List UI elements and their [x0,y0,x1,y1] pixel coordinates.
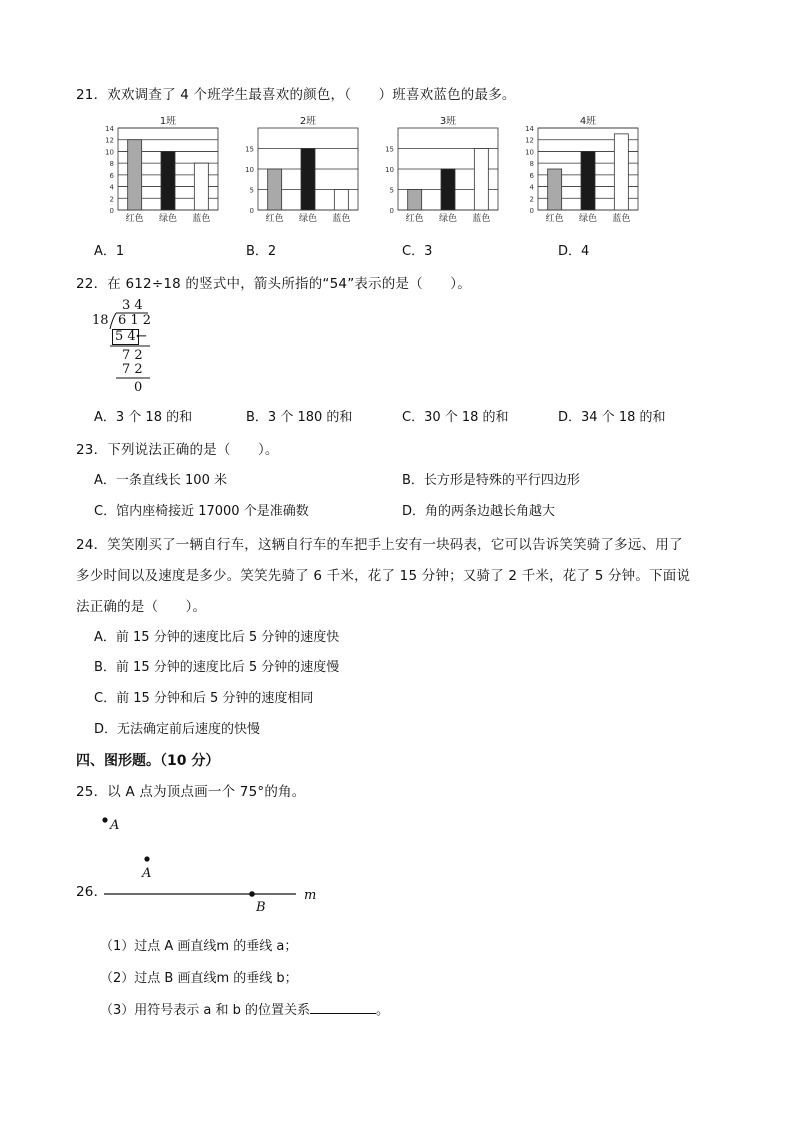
x-tick-label: 红色 [265,214,284,224]
y-tick-label: 0 [249,207,254,215]
q24-line-3: 法正确的是（ ）。 [76,599,207,615]
q21-option-b[interactable]: B．2 [246,244,277,259]
q25-point-a-label: A [110,818,120,833]
y-tick-label: 14 [525,125,534,133]
y-tick-label: 12 [525,136,534,145]
y-tick-label: 15 [245,145,254,154]
q26-sub-2: （2）过点 B 画直线m 的垂线 b； [100,971,298,986]
division-dividend: 6 1 2 [118,313,152,328]
y-tick-label: 5 [389,186,394,195]
q24-option-c[interactable]: C．前 15 分钟和后 5 分钟的速度相同 [94,691,314,706]
x-tick-label: 蓝色 [612,214,631,224]
x-tick-label: 蓝色 [332,214,351,224]
bar-2 [614,134,628,210]
section-4-heading: 四、图形题。（10 分） [76,753,220,769]
q26-label-m: m [304,888,317,903]
bar-chart-class-1 [96,116,256,228]
q22-option-a[interactable]: A．3 个 18 的和 [94,410,193,425]
x-tick-label: 蓝色 [472,214,491,224]
bar-chart-class-3 [376,116,536,228]
q21-option-a[interactable]: A．1 [94,244,125,259]
y-tick-label: 8 [109,160,114,169]
q22-option-d[interactable]: D．34 个 18 的和 [558,410,666,425]
bar-0 [128,140,142,210]
y-tick-label: 10 [105,148,114,157]
y-tick-label: 4 [109,183,114,192]
bar-2 [474,149,488,211]
y-tick-label: 0 [109,207,114,215]
division-remainder: 0 [134,380,143,395]
q26-sub-3: （3）用符号表示 a 和 b 的位置关系 [100,1003,311,1018]
q26-sub-3-end: 。 [376,1003,390,1018]
y-tick-label: 8 [529,160,534,169]
q26-sub-3-row [100,999,389,1018]
y-tick-label: 14 [105,125,114,133]
q26-point-b-dot [249,891,255,897]
q23-text: 23．下列说法正确的是（ ）。 [76,442,279,458]
y-tick-label: 0 [529,207,534,215]
y-tick-label: 10 [385,166,394,174]
q21-option-c[interactable]: C．3 [402,244,433,259]
q26-figure [100,852,320,912]
y-tick-label: 4 [529,183,534,192]
x-tick-label: 绿色 [438,214,458,224]
bar-chart-class-4 [516,116,676,228]
y-tick-label: 10 [245,166,254,174]
arrow-icon: ← [136,329,147,344]
x-tick-label: 绿色 [158,214,178,224]
chart-title: 4班 [579,116,597,127]
q26-sub-1: （1）过点 A 画直线m 的垂线 a； [100,939,298,954]
q21-text: 21．欢欢调查了 4 个班学生最喜欢的颜色，（ ）班喜欢蓝色的最多。 [76,87,516,103]
q22-option-c[interactable]: C．30 个 18 的和 [402,410,509,425]
q21-option-d[interactable]: D．4 [558,244,590,259]
bar-1 [301,149,315,211]
q22-option-b[interactable]: B．3 个 180 的和 [246,410,353,425]
x-tick-label: 红色 [405,214,424,224]
chart-title: 2班 [299,116,317,127]
x-tick-label: 蓝色 [192,214,211,224]
chart-title: 3班 [439,116,457,127]
bar-0 [268,169,282,210]
bar-1 [161,151,175,210]
y-tick-label: 0 [389,207,394,215]
bar-1 [581,151,595,210]
x-tick-label: 红色 [125,214,144,224]
q23-option-d[interactable]: D．角的两条边越长角越大 [402,504,556,519]
bar-2 [334,190,348,211]
y-tick-label: 6 [109,171,114,180]
q23-option-c[interactable]: C．馆内座椅接近 17000 个是准确数 [94,504,309,519]
bar-0 [548,169,562,210]
division-step-54: 5 4 [112,329,139,345]
y-tick-label: 10 [525,148,534,157]
x-tick-label: 绿色 [578,214,598,224]
division-divisor: 18 [92,313,109,328]
q23-option-b[interactable]: B．长方形是特殊的平行四边形 [402,473,580,488]
y-tick-label: 12 [105,136,114,145]
y-tick-label: 15 [385,145,394,154]
bar-1 [441,169,455,210]
q24-option-d[interactable]: D．无法确定前后速度的快慢 [94,722,261,737]
y-tick-label: 5 [249,186,254,195]
division-step-72b: 7 2 [122,362,143,377]
q24-option-a[interactable]: A．前 15 分钟的速度比后 5 分钟的速度快 [94,630,340,645]
division-step-72a: 7 2 [122,348,143,363]
answer-blank[interactable] [310,1001,376,1014]
q22-text: 22．在 612÷18 的竖式中，箭头所指的“54”表示的是（ ）。 [76,276,471,292]
y-tick-label: 2 [109,195,114,204]
q24-option-b[interactable]: B．前 15 分钟的速度比后 5 分钟的速度慢 [94,660,340,675]
q25-text: 25．以 A 点为顶点画一个 75°的角。 [76,784,306,800]
q26-label-b: B [256,900,266,915]
q24-line-2: 多少时间以及速度是多少。笑笑先骑了 6 千米，花了 15 分钟；又骑了 2 千米，花了 5 分钟。下面说 [76,568,691,584]
chart-title: 1班 [159,116,177,127]
long-division [86,298,166,398]
y-tick-label: 2 [529,195,534,204]
bar-0 [408,190,422,211]
y-tick-label: 6 [529,171,534,180]
bar-chart-class-2 [236,116,396,228]
q24-line-1: 24．笑笑刚买了一辆自行车，这辆自行车的车把手上安有一块码表，它可以告诉笑笑骑了多远、用了 [76,537,683,553]
x-tick-label: 红色 [545,214,564,224]
q26-point-a-dot [144,856,149,861]
x-tick-label: 绿色 [298,214,318,224]
q26-number: 26． [76,884,108,900]
division-lines [86,298,166,398]
q23-option-a[interactable]: A．一条直线长 100 米 [94,473,227,488]
q26-label-a: A [142,866,152,881]
bar-2 [194,163,208,210]
division-quotient: 3 4 [122,298,143,313]
